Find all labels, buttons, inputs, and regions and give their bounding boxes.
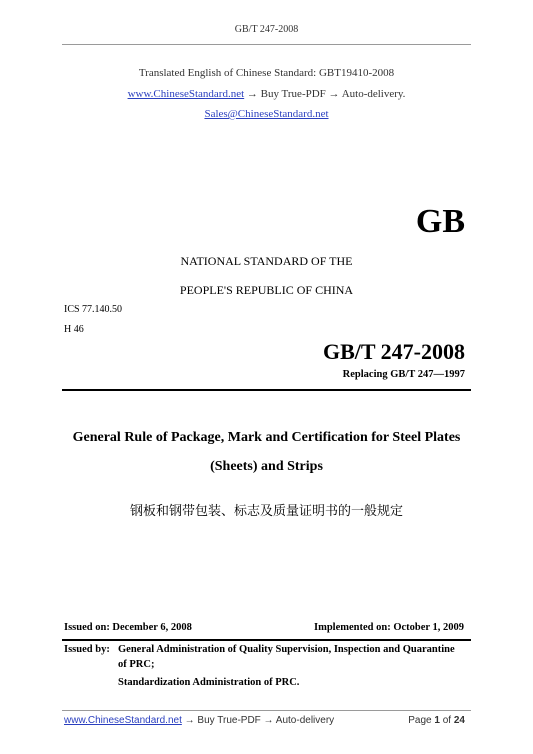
title-zh: 钢板和钢带包装、标志及质量证明书的一般规定 (129, 504, 403, 519)
standard-number: GB/T 247-2008 (322, 339, 465, 364)
auto-delivery-text: Auto-delivery. (341, 88, 406, 100)
page-indicator (408, 715, 465, 726)
arrow-right-icon: → (181, 715, 198, 726)
footer-links (64, 715, 334, 726)
arrow-right-icon: → (260, 715, 276, 726)
translation-notice-links (0, 88, 533, 100)
running-header: GB/T 247-2008 (234, 24, 299, 35)
issued-by-line-1: General Administration of Quality Supervision, Inspection and Quarantine (118, 644, 455, 655)
h-code: H 46 (64, 324, 84, 335)
replacing-standard: Replacing GB/T 247—1997 (342, 369, 465, 380)
gb-mark: GB (415, 203, 465, 240)
issued-by-line-2: of PRC; (118, 659, 155, 670)
issued-on-date: Issued on: December 6, 2008 (64, 622, 192, 633)
total-pages: 24 (453, 715, 465, 726)
site-link[interactable]: www.ChineseStandard.net (127, 88, 245, 100)
of-label: of (442, 715, 452, 726)
sales-email-link[interactable]: Sales@ChineseStandard.net (204, 108, 329, 120)
title-en-line-1: General Rule of Package, Mark and Certification for Steel Plates (72, 430, 461, 445)
title-en-line-2: (Sheets) and Strips (210, 459, 323, 474)
national-standard-line-1: NATIONAL STANDARD OF THE (180, 254, 353, 268)
arrow-right-icon: → (244, 88, 261, 100)
email-row (0, 108, 533, 120)
ics-code: ICS 77.140.50 (64, 304, 123, 315)
buy-pdf-text: Buy True-PDF (260, 88, 326, 100)
implemented-on-date: Implemented on: October 1, 2009 (314, 622, 464, 633)
issued-by-line-3: Standardization Administration of PRC. (118, 677, 300, 688)
footer-auto-text: Auto-delivery (275, 715, 335, 726)
header-divider (62, 44, 471, 45)
footer-buy-text: Buy True-PDF (197, 715, 261, 726)
national-standard-line-2: PEOPLE'S REPUBLIC OF CHINA (179, 283, 354, 297)
page-number: 1 (434, 715, 440, 726)
title-top-rule (62, 389, 471, 391)
dates-divider (62, 639, 471, 641)
translation-notice-line: Translated English of Chinese Standard: GBT19410-2008 (138, 67, 395, 79)
issued-by-label: Issued by: (64, 644, 110, 655)
footer-site-link[interactable]: www.ChineseStandard.net (64, 715, 182, 726)
arrow-right-icon: → (325, 88, 342, 100)
footer-divider (62, 710, 471, 711)
page-label: Page (408, 715, 432, 726)
